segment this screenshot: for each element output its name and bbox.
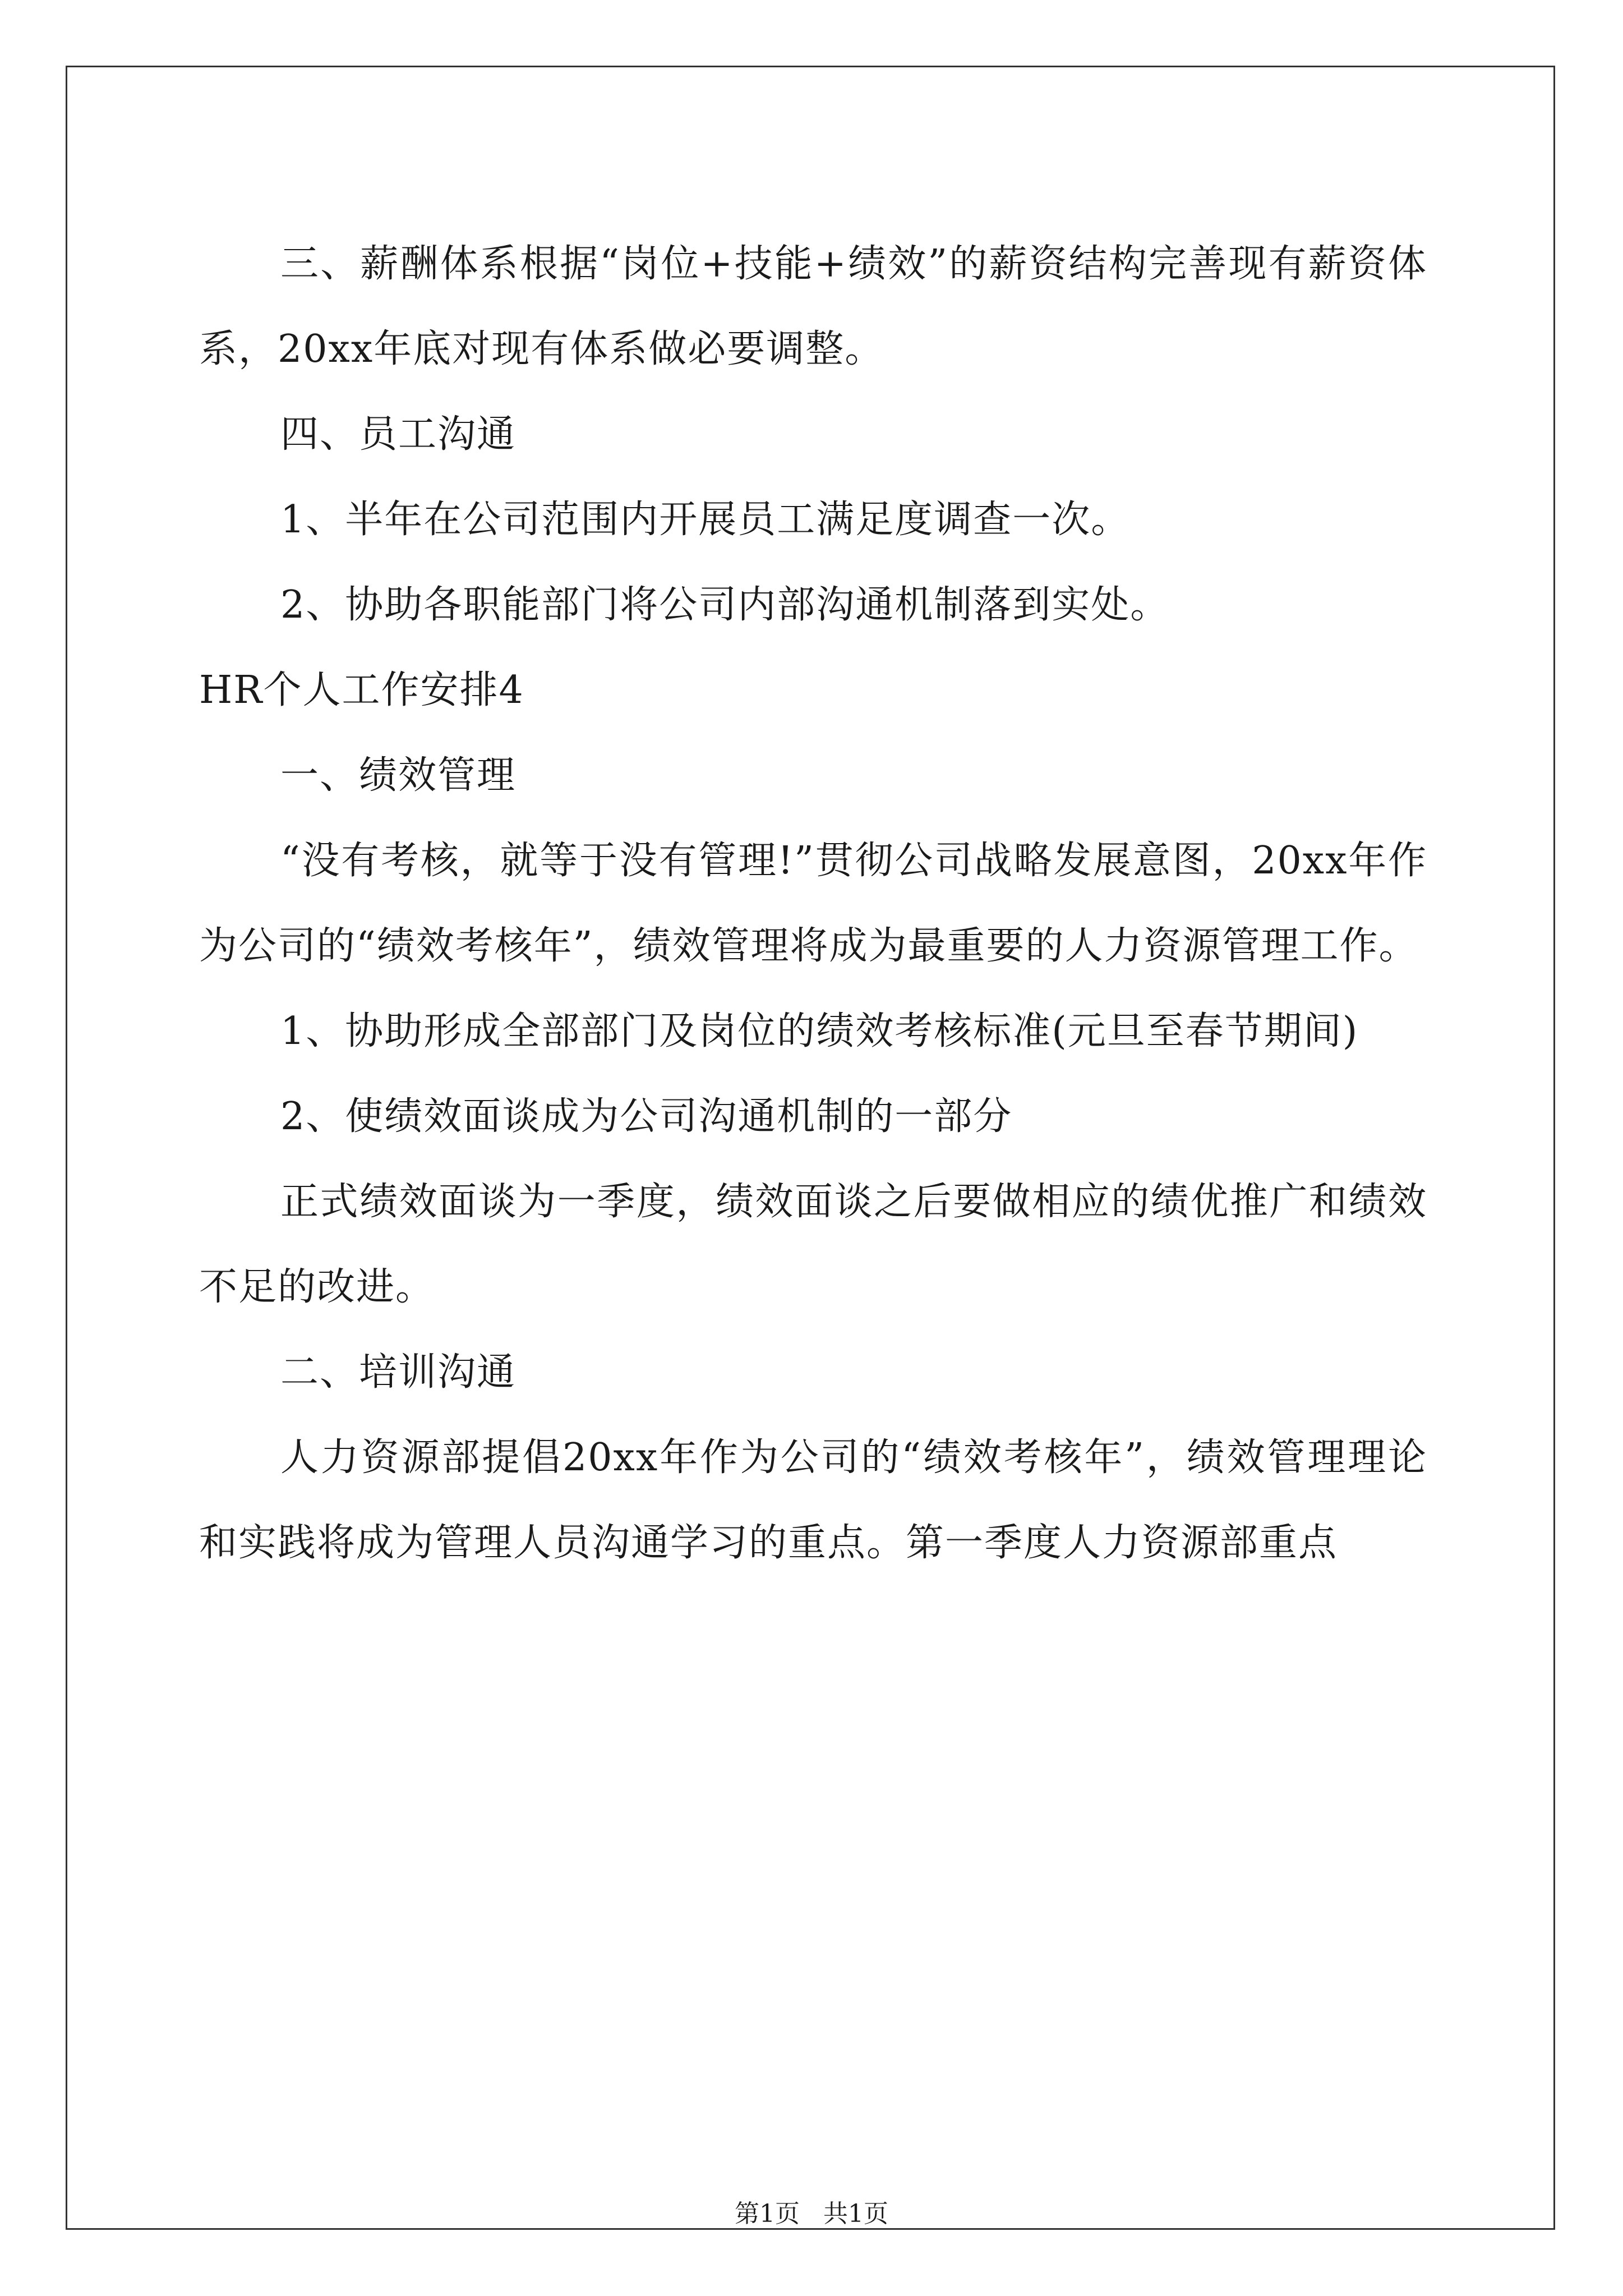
paragraph-training-focus: 人力资源部提倡20xx年作为公司的“绩效考核年”，绩效管理理论和实践将成为管理人员沟通学习的重点。第一季度人力资源部重点	[199, 1435, 1427, 1565]
section-heading-performance-management: 一、绩效管理	[280, 753, 517, 798]
document-body	[199, 222, 1427, 1586]
list-item-internal-communication: 2、协助各职能部门将公司内部沟通机制落到实处。	[280, 583, 1170, 627]
section-heading-training-communication: 二、培训沟通	[280, 1350, 517, 1395]
page-number-footer: 第1页 共1页	[735, 2200, 888, 2228]
paragraph-salary-system: 三、薪酬体系根据“岗位+技能+绩效”的薪资结构完善现有薪资体系，20xx年底对现有体系做必要调整。	[199, 242, 1427, 371]
list-item-satisfaction-survey: 1、半年在公司范围内开展员工满足度调查一次。	[280, 498, 1131, 542]
list-item-assessment-standards: 1、协助形成全部部门及岗位的绩效考核标准(元旦至春节期间)	[280, 1009, 1359, 1053]
paragraph-performance-intro: “没有考核，就等于没有管理!”贯彻公司战略发展意图，20xx年作为公司的“绩效考核年”，绩效管理将成为最重要的人力资源管理工作。	[199, 839, 1427, 968]
list-item-performance-interview: 2、使绩效面谈成为公司沟通机制的一部分	[280, 1094, 1013, 1139]
document-section-title: HR个人工作安排4	[199, 668, 524, 712]
section-heading-employee-communication: 四、员工沟通	[280, 412, 517, 457]
paragraph-formal-interview: 正式绩效面谈为一季度，绩效面谈之后要做相应的绩优推广和绩效不足的改进。	[199, 1180, 1427, 1309]
